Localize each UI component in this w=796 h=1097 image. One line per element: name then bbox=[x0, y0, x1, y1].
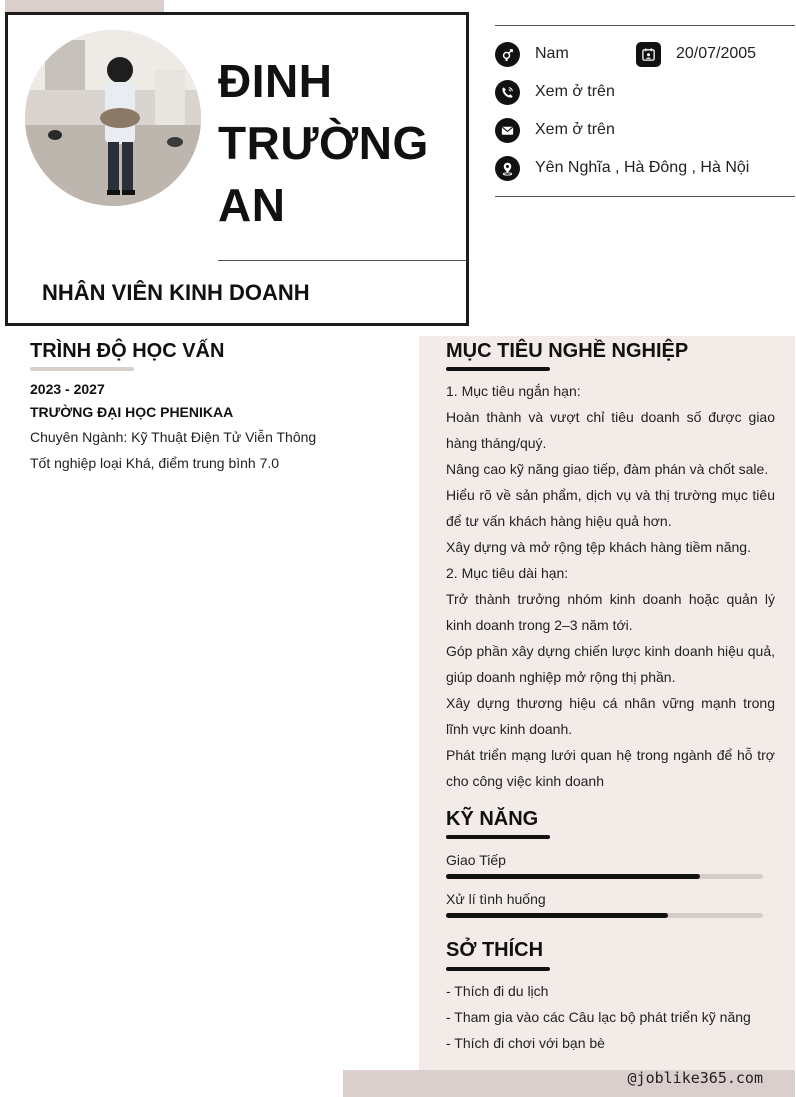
phone-value: Xem ở trên bbox=[535, 83, 615, 100]
contact-top-divider bbox=[495, 25, 795, 26]
location-pin-icon bbox=[495, 156, 520, 181]
objective-line: 2. Mục tiêu dài hạn: bbox=[446, 565, 569, 581]
contact-bottom-divider bbox=[495, 196, 795, 197]
avatar-illustration bbox=[25, 30, 201, 206]
skill-bar-track bbox=[446, 913, 763, 918]
objective-line: Phát triển mạng lưới quan hệ trong ngành để hỗ trợ cho công việc kinh doanh bbox=[446, 747, 775, 789]
contact-phone bbox=[495, 79, 615, 105]
objective-title: MỤC TIÊU NGHỀ NGHIỆP bbox=[446, 340, 689, 362]
objective-line: Nâng cao kỹ năng giao tiếp, đàm phán và chốt sale. bbox=[446, 461, 769, 477]
skills-title: KỸ NĂNG bbox=[446, 808, 539, 830]
email-value: Xem ở trên bbox=[535, 121, 615, 138]
dob-value: 20/07/2005 bbox=[676, 45, 757, 62]
name-line-2: TRƯỜNG bbox=[218, 117, 429, 169]
name-line-3: AN bbox=[218, 179, 286, 231]
name-divider bbox=[218, 260, 466, 261]
education-school: TRƯỜNG ĐẠI HỌC PHENIKAA bbox=[30, 404, 234, 420]
skill-label: Giao Tiếp bbox=[446, 852, 506, 868]
education-title: TRÌNH ĐỘ HỌC VẤN bbox=[30, 340, 225, 362]
hobby-item: - Thích đi chơi với bạn bè bbox=[446, 1035, 605, 1051]
objective-line: 1. Mục tiêu ngắn hạn: bbox=[446, 383, 581, 399]
hobbies-title: SỞ THÍCH bbox=[446, 939, 544, 961]
name-line-1: ĐINH bbox=[218, 55, 333, 107]
skill-bar-fill bbox=[446, 913, 668, 918]
education-years: 2023 - 2027 bbox=[30, 381, 105, 397]
objective-line: Xây dựng và mở rộng tệp khách hàng tiềm năng. bbox=[446, 539, 751, 555]
address-value: Yên Nghĩa , Hà Đông , Hà Nội bbox=[535, 159, 750, 176]
gender-icon bbox=[495, 42, 520, 67]
contact-dob bbox=[636, 41, 756, 67]
objective-line: Xây dựng thương hiệu cá nhân vững mạnh trong lĩnh vực kinh doanh. bbox=[446, 695, 775, 737]
skill-bar-fill bbox=[446, 874, 700, 879]
contact-gender bbox=[495, 41, 569, 67]
education-title-underline bbox=[30, 367, 134, 371]
objective-line: Hiểu rõ về sản phẩm, dịch vụ và thị trường mục tiêu để tư vấn khách hàng hiệu quả hơn. bbox=[446, 487, 775, 529]
full-name bbox=[218, 50, 458, 236]
hobby-item: - Tham gia vào các Câu lạc bộ phát triển kỹ năng bbox=[446, 1009, 751, 1025]
job-title: NHÂN VIÊN KINH DOANH bbox=[42, 280, 310, 305]
hobbies-title-underline bbox=[446, 967, 550, 971]
contact-address bbox=[495, 155, 749, 181]
hobby-item: - Thích đi du lịch bbox=[446, 983, 549, 999]
objective-line: Trở thành trưởng nhóm kinh doanh hoặc quản lý kinh doanh trong 2–3 năm tới. bbox=[446, 591, 775, 633]
objective-line: Hoàn thành và vượt chỉ tiêu doanh số được giao hàng tháng/quý. bbox=[446, 409, 775, 451]
education-graduation: Tốt nghiệp loại Khá, điểm trung bình 7.0 bbox=[30, 455, 280, 471]
skills-title-underline bbox=[446, 835, 550, 839]
objective-text bbox=[446, 378, 775, 794]
gender-value: Nam bbox=[535, 45, 569, 62]
calendar-person-icon bbox=[636, 42, 661, 67]
education-major: Chuyên Ngành: Kỹ Thuật Điện Tử Viễn Thông bbox=[30, 429, 317, 445]
phone-icon bbox=[495, 80, 520, 105]
avatar-photo bbox=[25, 30, 201, 206]
contact-email bbox=[495, 117, 615, 143]
footer-watermark: @joblike365.com bbox=[627, 1069, 763, 1087]
objective-title-underline bbox=[446, 367, 550, 371]
envelope-icon bbox=[495, 118, 520, 143]
objective-line: Góp phần xây dựng chiến lược kinh doanh hiệu quả, giúp doanh nghiệp mở rộng thị phần. bbox=[446, 643, 775, 685]
skill-bar-track bbox=[446, 874, 763, 879]
skill-label: Xử lí tình huống bbox=[446, 891, 546, 907]
